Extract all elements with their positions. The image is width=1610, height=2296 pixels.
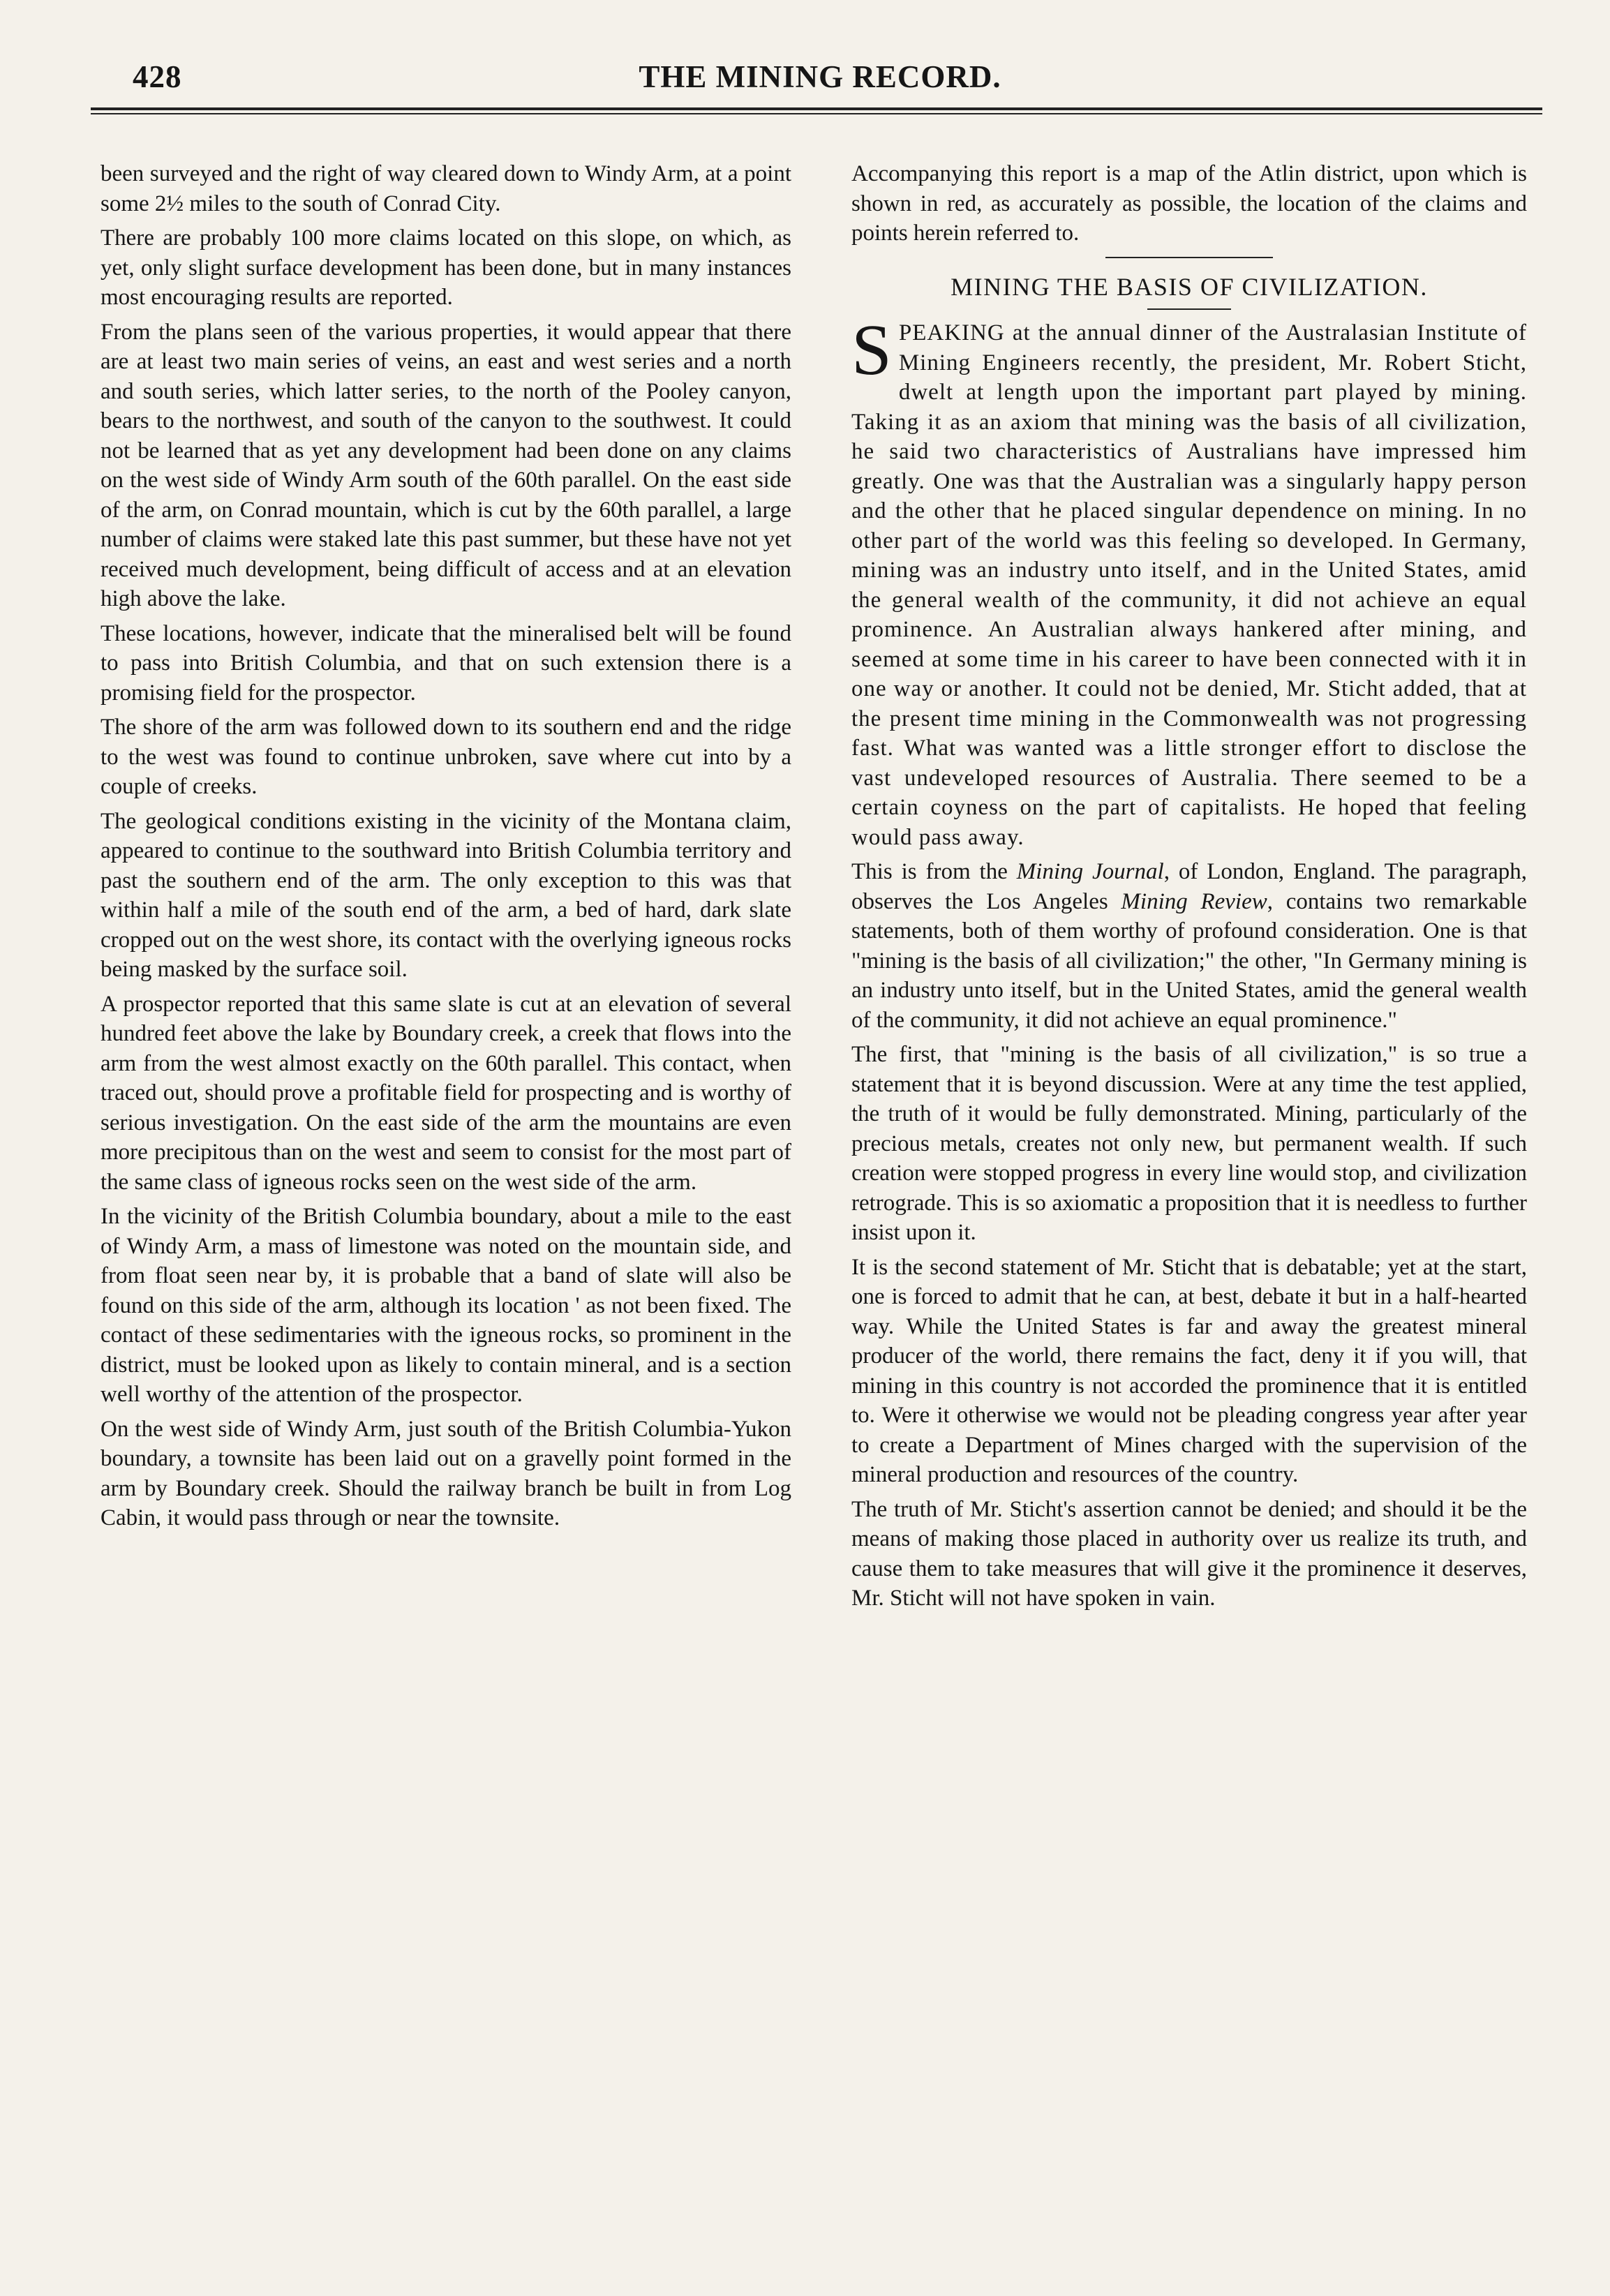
article-heading: MINING THE BASIS OF CIVILIZATION.	[951, 272, 1428, 301]
page-number: 428	[133, 59, 182, 94]
left-paragraph-1: been surveyed and the right of way cleared down to Windy Arm, at a point some 2½ miles to the south of Conrad City.	[100, 161, 791, 216]
p2-text-c: , contains two remarkable statements, both of them worthy of profound consideration. One is that "mining is the basis of all civilization;" the other, "In Germany mining is an industry unto itself, but in the United States, amid the general wealth of the community, it did not achieve an equal prominence."	[851, 888, 1527, 1033]
left-paragraph-8: In the vicinity of the British Columbia boundary, about a mile to the east of Windy Arm, a mass of limestone was noted on the mountain side, and from float seen near by, it is probable that a band of slate will also be found on this side of the arm, although its location ' as not been fixed. The contact of these sedimentaries with the igneous rocks, so prominent in the district, must be looked upon as likely to contain mineral, and is a section well worthy of the attention of the prospector.	[100, 1204, 791, 1407]
section-divider	[1105, 257, 1273, 258]
mining-journal-title: Mining Journal	[1016, 859, 1164, 884]
article-paragraph-5: The truth of Mr. Sticht's assertion cannot be denied; and should it be the means of making those placed in authority over us realize its truth, and cause them to take measures that will give it the prominence it deserves, Mr. Sticht will not have spoken in vain.	[851, 1496, 1527, 1611]
left-paragraph-6: The geological conditions existing in the vicinity of the Montana claim, appeared to continue to the southward into British Columbia territory and past the southern end of the arm. The only exception to this was that within half a mile of the south end of the arm, a bed of hard, dark slate cropped out on the west shore, its contact with the overlying igneous rocks being masked by the surface soil.	[100, 808, 791, 982]
heading-underline	[1147, 308, 1231, 310]
header-rule-thin	[91, 113, 1542, 114]
left-column	[100, 159, 791, 1538]
article-paragraph-4: It is the second statement of Mr. Sticht that is debatable; yet at the start, one is forced to admit that he can, at best, debate it but in a half-hearted way. While the United States is far and away the greatest mineral producer of the world, there remains the fact, deny it if you will, that mining in this country is not accorded the prominence that it is entitled to. Were it otherwise we would not be pleading congress year after year to create a Department of Mines charged with the supervision of the mineral production and resources of the country.	[851, 1254, 1527, 1487]
p2-text-a: This is from the	[851, 859, 1017, 884]
mining-review-title: Mining Review	[1121, 888, 1267, 914]
p2-text-b: , of London, England. The paragraph, observes the Los Angeles	[851, 859, 1528, 914]
header-rule-thick	[91, 107, 1542, 110]
article-paragraph-2	[851, 857, 1527, 1035]
article-paragraph-3: The first, that "mining is the basis of all civilization," is so true a statement that it is beyond discussion. Were at any time the test applied, the truth of it would be fully demonstrated. Mining, particularly of the precious metals, creates not only new, but permanent wealth. If such creation were stopped progress in every line would stop, and civilization retrograde. This is so axiomatic a proposition that it is needless to further insist upon it.	[851, 1042, 1527, 1245]
right-column	[851, 159, 1527, 1618]
journal-title: THE MINING RECORD.	[639, 59, 1001, 94]
left-paragraph-2: There are probably 100 more claims located on this slope, on which, as yet, only slight surface development has been done, but in many instances most encouraging results are reported.	[100, 225, 791, 310]
left-paragraph-4: These locations, however, indicate that the mineralised belt will be found to pass into British Columbia, and that on such extension there is a promising field for the prospector.	[100, 620, 791, 706]
left-paragraph-9: On the west side of Windy Arm, just south of the British Columbia-Yukon boundary, a townsite has been laid out on a gravelly point formed in the arm by Boundary creek. Should the railway branch be built in from Log Cabin, it would pass through or near the townsite.	[100, 1416, 791, 1530]
drop-cap: S	[851, 310, 892, 390]
article-paragraph-1	[851, 310, 1527, 852]
article-paragraph-1-text: PEAKING at the annual dinner of the Australasian Institute of Mining Engineers recently, the president, Mr. Robert Sticht, dwelt at length upon the important part played by mining. Taking it as an axiom that mining was the basis of all civilization, he said two characteristics of Australians have impressed him greatly. One was that the Australian was a singularly happy person and the other that he placed singular dependence on mining. In no other part of the world was this feeling so developed. In Germany, mining was an industry unto itself, and in the United States, amid the general wealth of the community, it did not achieve an equal prominence. An Australian always hankered after mining, and seemed at some time in his career to have been connected with it in one way or another. It could not be denied, Mr. Sticht added, that at the present time mining in the Commonwealth was not progressing fast. What was wanted was a little stronger effort to disclose the vast undeveloped resources of Australia. There seemed to be a certain coyness on the part of capitalists. He hoped that feeling would pass away.	[851, 320, 1527, 850]
running-head	[98, 59, 1542, 100]
left-paragraph-5: The shore of the arm was followed down to its southern end and the ridge to the west was found to continue unbroken, save where cut into by a couple of creeks.	[100, 715, 791, 799]
map-note-paragraph: Accompanying this report is a map of the Atlin district, upon which is shown in red, as accurately as possible, the location of the claims and points herein referred to.	[851, 161, 1527, 246]
left-paragraph-7: A prospector reported that this same slate is cut at an elevation of several hundred feet above the lake by Boundary creek, a creek that flows into the arm from the west almost exactly on the 60th parallel. This contact, when traced out, should prove a profitable field for prospecting and is worthy of serious investigation. On the east side of the arm the mountains are even more precipitous than on the west and seem to consist for the most part of the same class of igneous rocks seen on the west side of the arm.	[100, 991, 791, 1195]
left-paragraph-3: From the plans seen of the various properties, it would appear that there are at least two main series of veins, an east and west series and a north and south series, which latter series, to the north of the Pooley canyon, bears to the northwest, and south of the canyon to the southwest. It could not be learned that as yet any development had been done on any claims on the west side of Windy Arm south of the 60th parallel. On the east side of the arm, on Conrad mountain, which is cut by the 60th parallel, a large number of claims were staked late this past summer, but these have not yet received much development, being difficult of access and at an elevation high above the lake.	[100, 319, 791, 611]
